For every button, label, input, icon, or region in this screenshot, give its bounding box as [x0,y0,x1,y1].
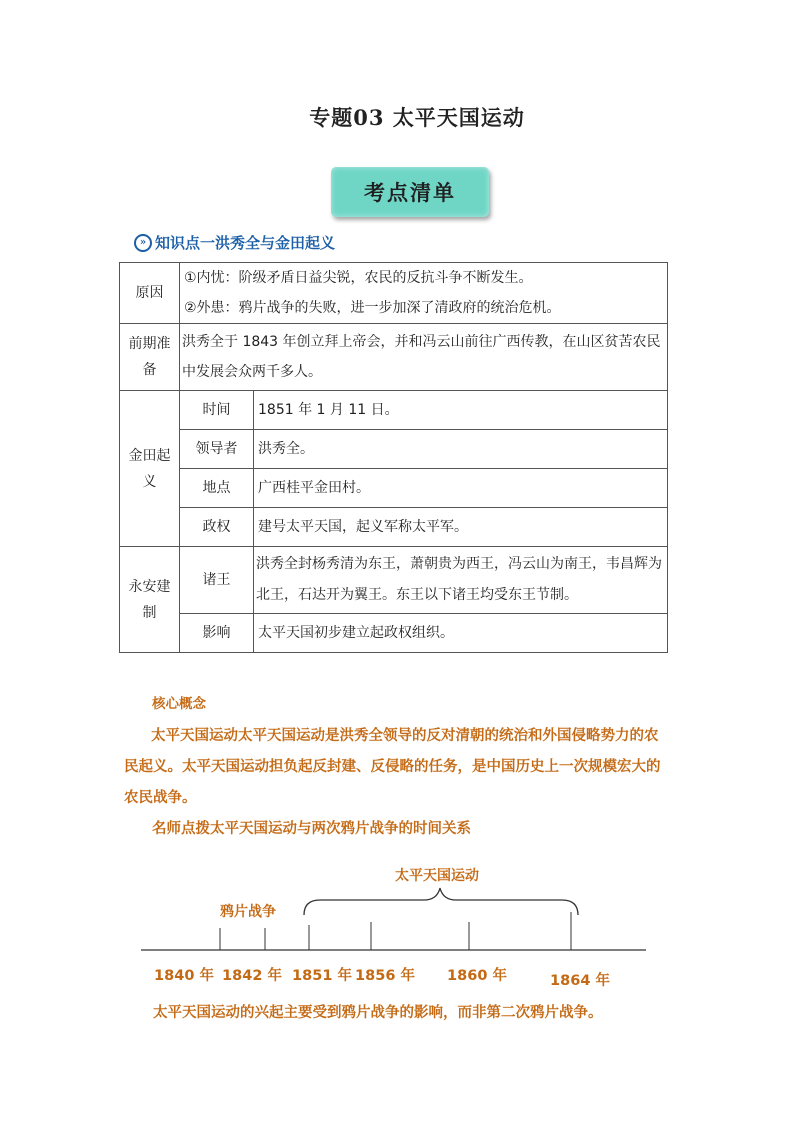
jintian-label-time: 时间 [180,391,254,430]
jintian-label-leader: 领导者 [180,430,254,469]
table-row-jintian-time [120,391,668,430]
table-row-yongan-kings [120,547,668,614]
core-concept-label: 核心概念 [152,696,206,712]
year-label: 1860 年 [447,968,507,984]
brace-taiping [304,888,578,915]
chevron-circle-icon: » [134,234,152,252]
core-concept-text: 太平天国运动太平天国运动是洪秀全领导的反对清朝的统治和外国侵略势力的农民起义。太平天国运动担负起反封建、反侵略的任务，是中国历史上一次规模宏大的农民战争。 [124,727,661,806]
table-row-reason [120,263,668,324]
knowledge-point-label: 知识点一洪秀全与金田起义 [155,234,336,252]
row-header-yongan: 永安建制 [120,547,180,653]
jintian-value-leader: 洪秀全。 [254,430,668,469]
table-row-jintian-leader [120,430,668,469]
year-label: 1864 年 [550,973,610,989]
opium-war-label: 鸦片战争 [220,904,276,920]
page-title: 专题03 太平天国运动 [309,105,525,130]
jintian-value-place: 广西桂平金田村。 [254,469,668,508]
row-header-reason: 原因 [120,263,180,324]
teacher-tip-label: 名师点拨太平天国运动与两次鸦片战争的时间关系 [152,820,471,837]
brace-label: 太平天国运动 [395,868,479,884]
knowledge-point-heading [134,232,335,253]
prep-cell: 洪秀全于 1843 年创立拜上帝会，并和冯云山前往广西传教，在山区贫苦农民中发展会众两千多人。 [180,324,668,391]
row-header-prep: 前期准备 [120,324,180,391]
table-row-jintian-regime [120,508,668,547]
closing-note: 太平天国运动的兴起主要受到鸦片战争的影响，而非第二次鸦片战争。 [153,1004,603,1021]
reason-cell [180,263,668,324]
jintian-label-regime: 政权 [180,508,254,547]
year-label: 1842 年 [222,968,282,984]
table-row-prep [120,324,668,391]
jintian-value-time: 1851 年 1 月 11 日。 [254,391,668,430]
yongan-value-kings: 洪秀全封杨秀清为东王，萧朝贵为西王，冯云山为南王，韦昌辉为北王，石达开为翼王。东王以下诸王均受东王节制。 [254,547,668,614]
yongan-value-impact: 太平天国初步建立起政权组织。 [254,614,668,653]
year-label: 1851 年 [292,968,352,984]
knowledge-table [119,262,668,653]
timeline-diagram [0,850,794,1000]
jintian-label-place: 地点 [180,469,254,508]
table-row-jintian-place [120,469,668,508]
reason-line-1: ①内忧：阶级矛盾日益尖锐，农民的反抗斗争不断发生。 [184,270,533,286]
reason-line-2: ②外患：鸦片战争的失败，进一步加深了清政府的统治危机。 [184,300,561,316]
row-header-jintian: 金田起义 [120,391,180,547]
year-label: 1856 年 [355,968,415,984]
yongan-label-kings: 诸王 [180,547,254,614]
year-label: 1840 年 [154,968,214,984]
section-badge: 考点清单 [331,167,489,217]
table-row-yongan-impact [120,614,668,653]
yongan-label-impact: 影响 [180,614,254,653]
jintian-value-regime: 建号太平天国，起义军称太平军。 [254,508,668,547]
